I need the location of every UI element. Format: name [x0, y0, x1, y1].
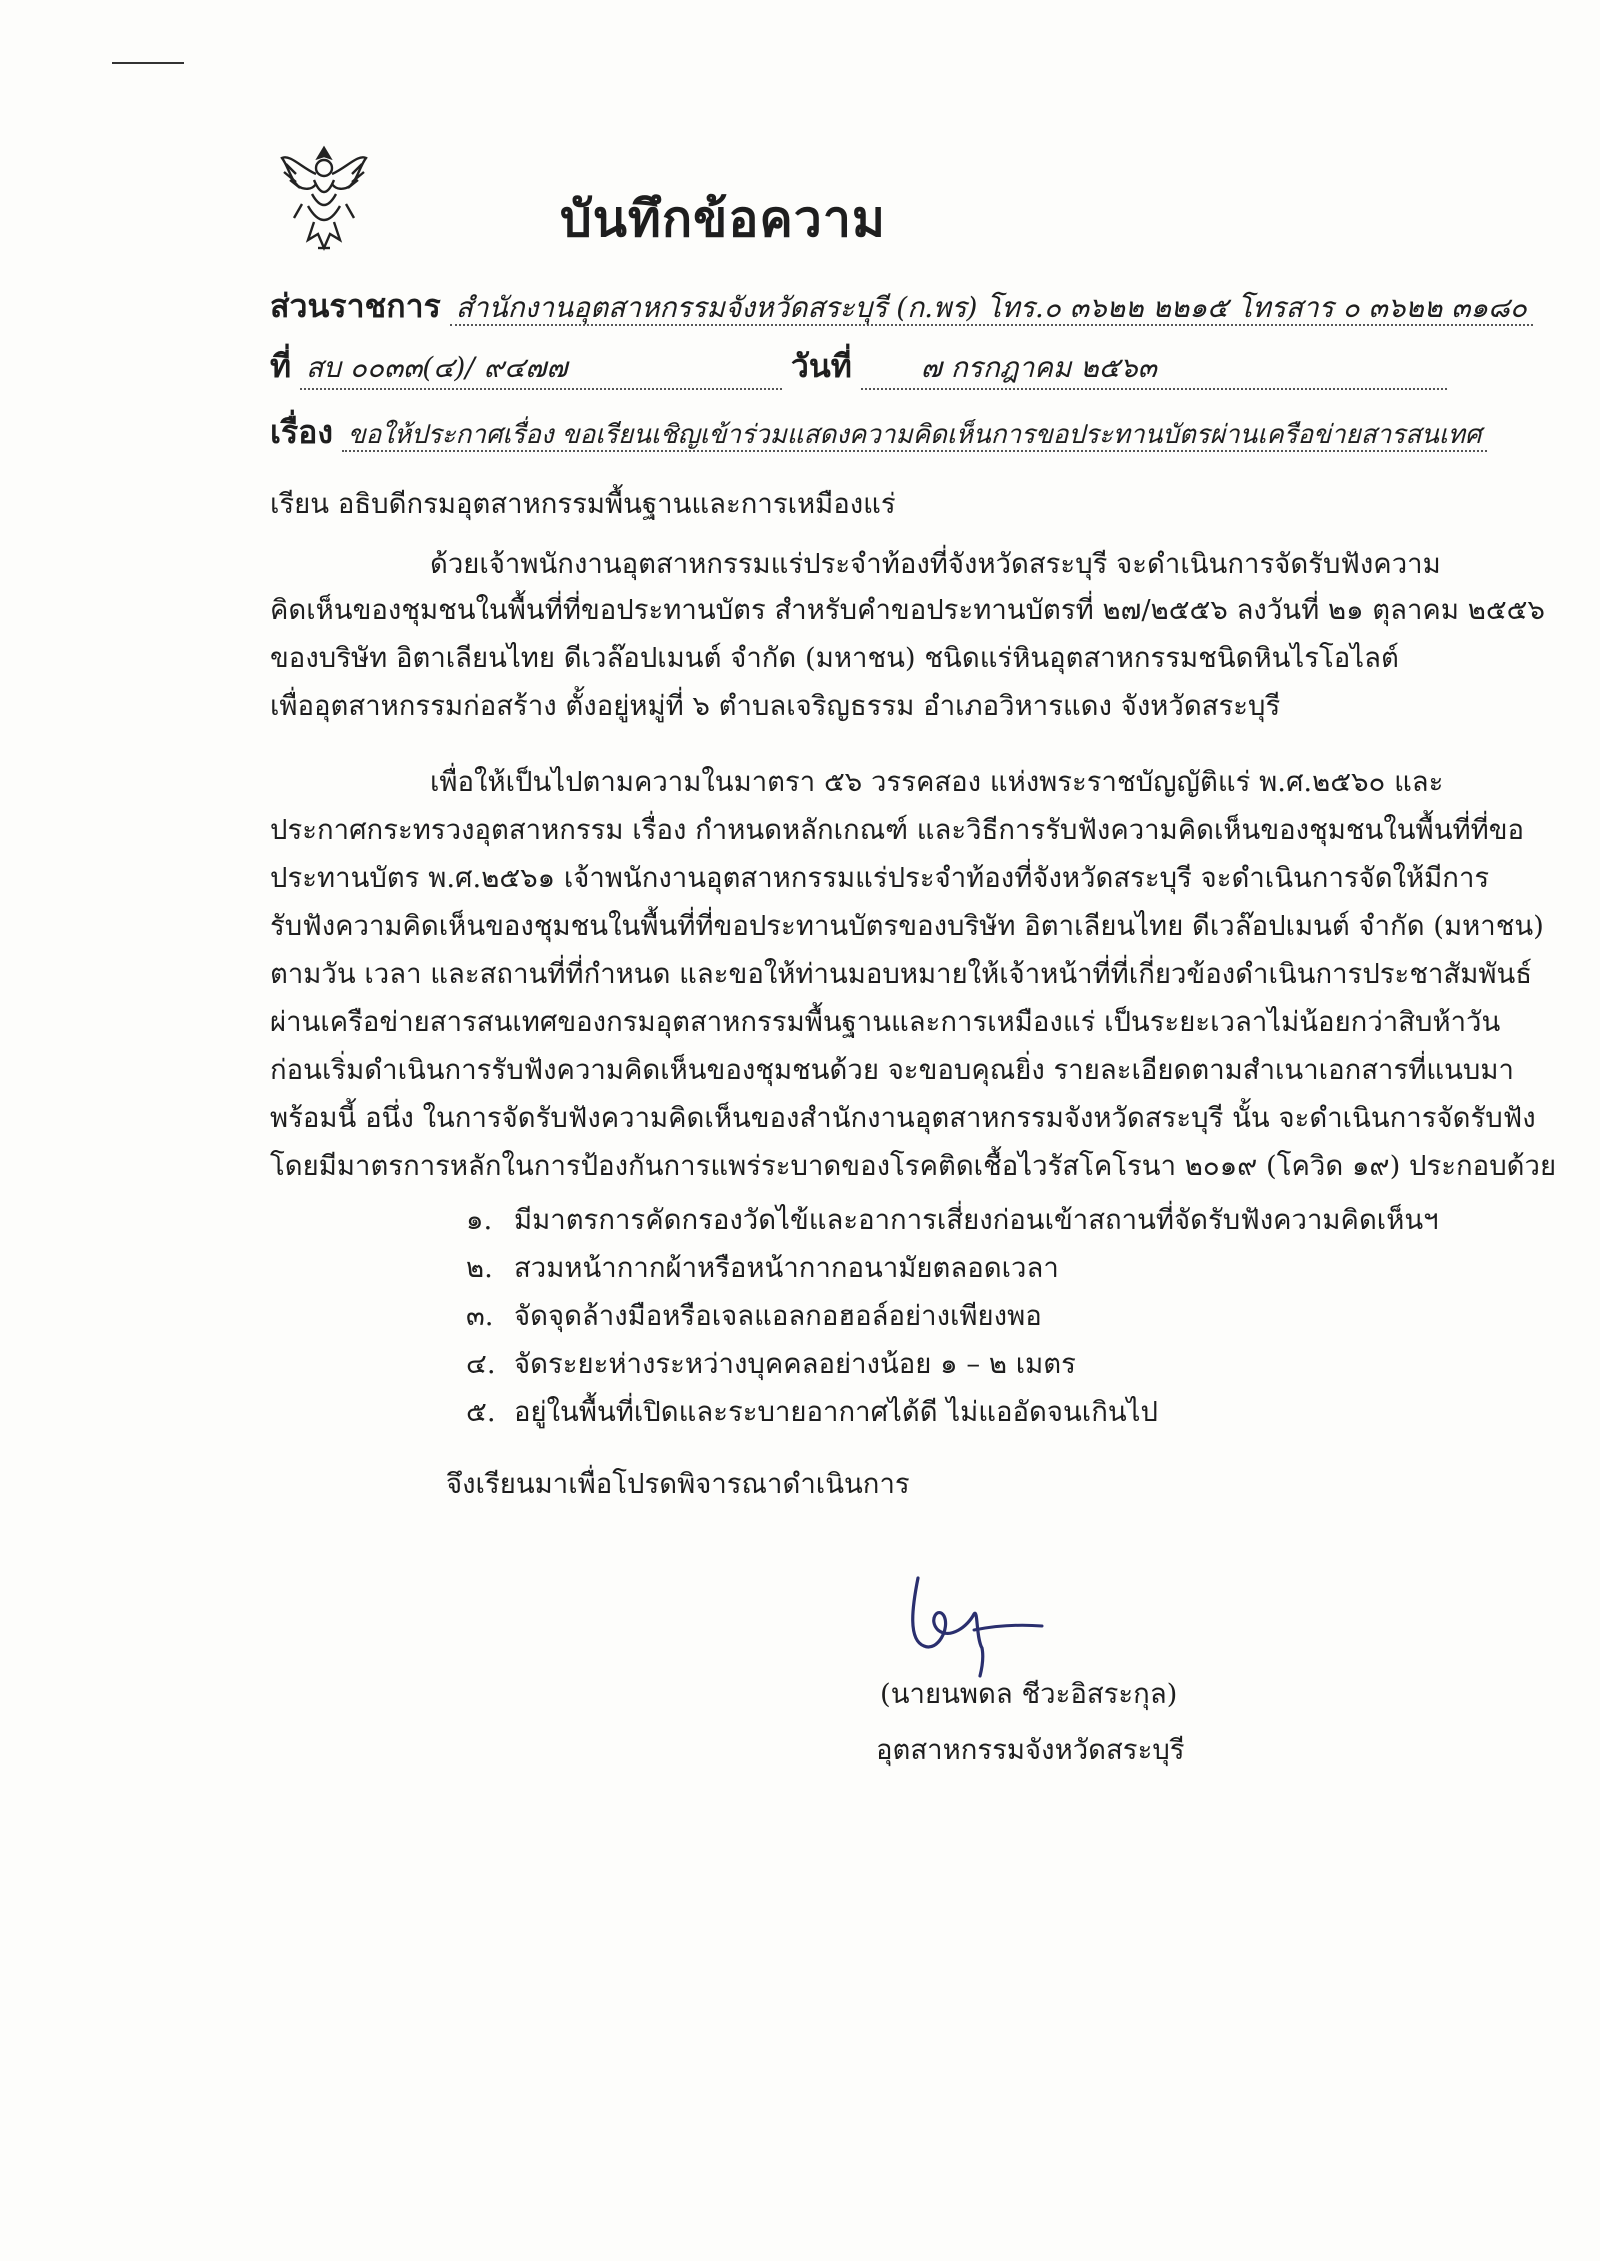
measure-number: ๒.: [466, 1252, 493, 1284]
measure-number: ๔.: [466, 1348, 496, 1380]
agency-value: สำนักงานอุตสาหกรรมจังหวัดสระบุรี (ก.พร) โทร.๐ ๓๖๒๒ ๒๒๑๕ โทรสาร ๐ ๓๖๒๒ ๓๑๘๐: [450, 291, 1533, 326]
para1-line-2: คิดเห็นของชุมชนในพื้นที่ที่ขอประทานบัตร สำหรับคำขอประทานบัตรที่ ๒๗/๒๕๕๖ ลงวันที่ ๒๑ ตุลาคม ๒๕๕๖: [270, 594, 1545, 626]
measure-item: [466, 1248, 1059, 1288]
reference-row: [270, 346, 1447, 390]
para2-line-5: ตามวัน เวลา และสถานที่ที่กำหนด และขอให้ท่านมอบหมายให้เจ้าหน้าที่ที่เกี่ยวข้องดำเนินการประชาสัมพันธ์: [270, 958, 1533, 990]
para2-line-7: ก่อนเริ่มดำเนินการรับฟังความคิดเห็นของชุมชนด้วย จะขอบคุณยิ่ง รายละเอียดตามสำเนาเอกสารที่แนบมา: [270, 1054, 1514, 1086]
signer-name: (นายนพดล ชีวะอิสระกุล): [880, 1678, 1178, 1710]
signer-position: อุตสาหกรรมจังหวัดสระบุรี: [876, 1734, 1185, 1766]
measure-item: [466, 1296, 1042, 1336]
date-value: ๗ กรกฎาคม ๒๕๖๓: [861, 348, 1447, 390]
subject-row: [270, 412, 1487, 455]
measure-item: [466, 1200, 1439, 1240]
closing-line: จึงเรียนมาเพื่อโปรดพิจารณาดำเนินการ: [446, 1468, 910, 1500]
measure-item: [466, 1344, 1076, 1384]
para2-line-1: เพื่อให้เป็นไปตามความในมาตรา ๕๖ วรรคสอง แห่งพระราชบัญญัติแร่ พ.ศ.๒๕๖๐ และ: [430, 766, 1444, 798]
agency-label: ส่วนราชการ: [270, 287, 441, 325]
para2-line-6: ผ่านเครือข่ายสารสนเทศของกรมอุตสาหกรรมพื้นฐานและการเหมืองแร่ เป็นระยะเวลาไม่น้อยกว่าสิบห้าวัน: [270, 1006, 1501, 1038]
para2-line-8: พร้อมนี้ อนึ่ง ในการจัดรับฟังความคิดเห็นของสำนักงานอุตสาหกรรมจังหวัดสระบุรี นั้น จะดำเนินการจัดรับฟัง: [270, 1102, 1536, 1134]
reference-value: สบ ๐๐๓๓(๔)/ ๙๔๗๗: [300, 348, 782, 390]
measure-number: ๕.: [466, 1396, 496, 1428]
measure-text: จัดจุดล้างมือหรือเจลแอลกอฮอล์อย่างเพียงพอ: [514, 1300, 1042, 1332]
subject-value: ขอให้ประกาศเรื่อง ขอเรียนเชิญเข้าร่วมแสดงความคิดเห็นการขอประทานบัตรผ่านเครือข่ายสารสนเทศ: [342, 420, 1488, 452]
para2-line-3: ประทานบัตร พ.ศ.๒๕๖๑ เจ้าพนักงานอุตสาหกรรมแร่ประจำท้องที่จังหวัดสระบุรี จะดำเนินการจัดให้มีการ: [270, 862, 1490, 894]
para1-line-3: ของบริษัท อิตาเลียนไทย ดีเวล๊อปเมนต์ จำกัด (มหาชน) ชนิดแร่หินอุตสาหกรรมชนิดหินไรโอไลต์: [270, 642, 1399, 674]
date-label: วันที่: [790, 347, 852, 385]
garuda-emblem-icon: [278, 144, 370, 254]
para2-line-4: รับฟังความคิดเห็นของชุมชนในพื้นที่ที่ขอประทานบัตรของบริษัท อิตาเลียนไทย ดีเวล๊อปเมนต์ จำกัด (มหาชน): [270, 910, 1544, 942]
subject-label: เรื่อง: [270, 413, 333, 451]
reference-label: ที่: [270, 347, 292, 385]
para2-line-9: โดยมีมาตรการหลักในการป้องกันการแพร่ระบาดของโรคติดเชื้อไวรัสโคโรนา ๒๐๑๙ (โควิด ๑๙) ประกอบด้วย: [270, 1150, 1557, 1182]
page-title: บันทึกข้อความ: [560, 189, 886, 248]
para2-line-2: ประกาศกระทรวงอุตสาหกรรม เรื่อง กำหนดหลักเกณฑ์ และวิธีการรับฟังความคิดเห็นของชุมชนในพื้นที่ที่ขอ: [270, 814, 1525, 846]
measure-text: อยู่ในพื้นที่เปิดและระบายอากาศได้ดี ไม่แออัดจนเกินไป: [514, 1396, 1158, 1428]
signature-icon: [898, 1568, 1048, 1678]
measure-text: จัดระยะห่างระหว่างบุคคลอย่างน้อย ๑ – ๒ เมตร: [514, 1348, 1076, 1380]
measure-text: มีมาตรการคัดกรองวัดไข้และอาการเสี่ยงก่อนเข้าสถานที่จัดรับฟังความคิดเห็นฯ: [514, 1204, 1439, 1236]
measure-number: ๓.: [466, 1300, 494, 1332]
para1-line-1: ด้วยเจ้าพนักงานอุตสาหกรรมแร่ประจำท้องที่จังหวัดสระบุรี จะดำเนินการจัดรับฟังความ: [430, 548, 1441, 580]
salutation: เรียน อธิบดีกรมอุตสาหกรรมพื้นฐานและการเหมืองแร่: [270, 488, 896, 520]
measure-text: สวมหน้ากากผ้าหรือหน้ากากอนามัยตลอดเวลา: [514, 1252, 1059, 1284]
para1-line-4: เพื่ออุตสาหกรรมก่อสร้าง ตั้งอยู่หมู่ที่ ๖ ตำบลเจริญธรรม อำเภอวิหารแดง จังหวัดสระบุรี: [270, 690, 1281, 722]
agency-row: [270, 286, 1533, 328]
corner-mark: [112, 62, 184, 64]
measure-number: ๑.: [466, 1204, 493, 1236]
measure-item: [466, 1392, 1158, 1432]
